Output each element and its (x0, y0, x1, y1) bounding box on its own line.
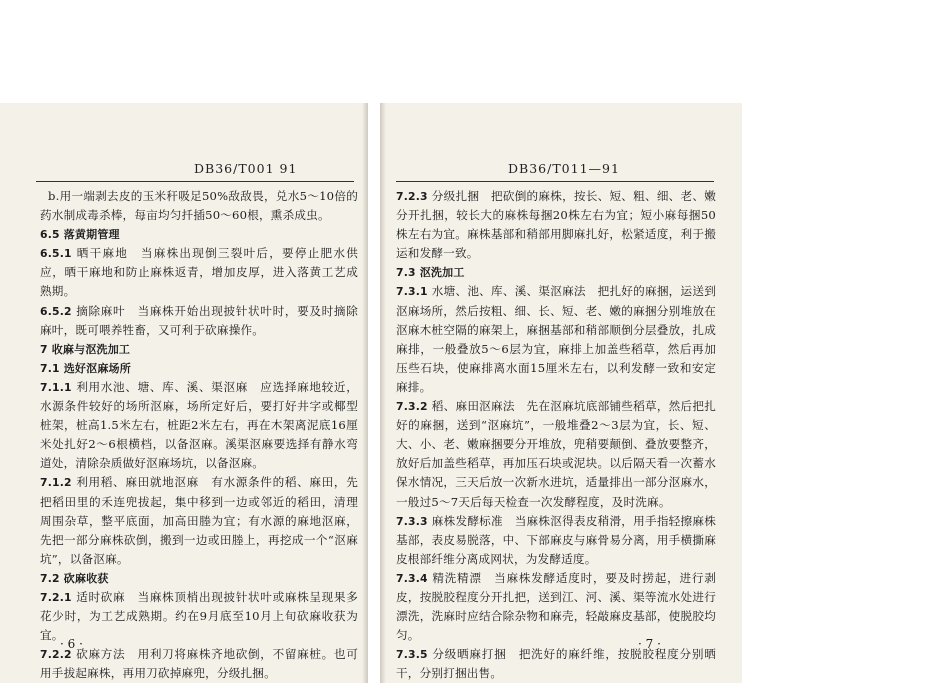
paragraph-text: 利用水池、塘、库、溪、渠沤麻 应选择麻地较近，水源条件较好的场所沤麻，场所定好后，要打好井字或椰型桩架，桩高1.5米左右，桩距2米左右，再在木架离泥底16厘米处扎好2～6根横档，以备沤麻。溪渠沤麻要选择有静水弯道处，清除杂质做好沤麻场坑，以备沤麻。 (40, 379, 358, 471)
paragraph-text: 分级晒麻打捆 把洗好的麻纤维，按脱胶程度分别晒干，分别打捆出售。 (396, 647, 716, 681)
paragraph (40, 187, 358, 225)
paragraph-text: b.用一端剥去皮的玉米秆吸足50%敌敌畏，兑水5～10倍的药水制成毒杀棒，每亩均匀扦插50～60根，熏杀成虫。 (40, 189, 358, 223)
paragraph (396, 187, 716, 263)
paragraph (40, 569, 358, 588)
section-heading: 收麻与沤洗加工 (51, 342, 131, 356)
paragraph (396, 397, 716, 512)
paragraph (396, 282, 716, 397)
section-number: 7 (40, 342, 48, 356)
left-page-header: DB36/T001 91 (194, 161, 298, 176)
section-number: 7.2 (40, 571, 60, 585)
paragraph (40, 340, 358, 359)
section-number: 7.1.2 (40, 476, 72, 490)
section-number: 6.5.1 (40, 247, 72, 261)
paragraph (40, 378, 358, 473)
section-number: 7.3.4 (396, 571, 428, 585)
section-number: 7.3.3 (396, 514, 428, 528)
left-gutter-shadow (362, 103, 368, 683)
paragraph (396, 569, 716, 645)
right-header-rule (396, 181, 714, 182)
right-page-header: DB36/T011—91 (508, 161, 620, 176)
section-number: 7.3.1 (396, 285, 428, 299)
right-page-number: · 7 · (638, 637, 661, 651)
section-number: 7.2.2 (40, 648, 72, 662)
paragraph (396, 645, 716, 683)
section-heading: 选好沤麻场所 (63, 361, 131, 375)
paragraph-text: 砍麻方法 用利刀将麻株齐地砍倒，不留麻桩。也可用手拔起麻株，再用刀砍掉麻兜，分级扎捆。 (40, 647, 358, 681)
paragraph (396, 512, 716, 569)
paragraph-text: 适时砍麻 当麻株顶梢出现披针状叶或麻株呈现果多花少时，为工艺成熟期。约在9月底至10月上旬砍麻收获为宜。 (40, 589, 358, 643)
section-number: 7.3 (396, 266, 416, 280)
left-page-number: · 6 · (60, 637, 83, 651)
paragraph (396, 263, 716, 282)
paragraph (40, 645, 358, 683)
section-heading: 沤洗加工 (419, 266, 465, 280)
paragraph-text: 晒干麻地 当麻株出现倒三裂叶后，要停止肥水供应，晒干麻地和防止麻株返青，增加皮厚，进入落黄工艺成熟期。 (40, 246, 358, 299)
paragraph (40, 588, 358, 645)
section-number: 6.5.2 (40, 304, 72, 318)
section-number: 7.3.2 (396, 400, 428, 414)
section-number: 7.3.5 (396, 648, 428, 662)
section-number: 7.2.1 (40, 590, 72, 604)
paragraph-text: 分级扎捆 把砍倒的麻株，按长、短、粗、细、老、嫩分开扎捆，较长大的麻株每捆20株左右为宜；短小麻每捆50株左右为宜。麻株基部和稍部用脚麻扎好，松紧适度，利于搬运和发酵一致。 (396, 189, 716, 261)
right-page-body (396, 187, 716, 683)
paragraph (40, 359, 358, 378)
paragraph-text: 水塘、池、库、溪、渠沤麻法 把扎好的麻捆，运送到沤麻场所，然后按粗、细、长、短、老、嫩的麻捆分别堆放在沤麻木桩空隔的麻架上，麻捆基部和稍部顺倒分层叠放，扎成麻排，一般叠放5～6层为宜，麻排上加盖些稻草，然后再加压些石块，使麻排离水面15厘米左右，以利发酵一致和安定麻排。 (396, 284, 716, 394)
paragraph (40, 302, 358, 340)
section-number: 7.1 (40, 361, 60, 375)
paragraph (40, 244, 358, 301)
section-heading: 砍麻收获 (63, 571, 109, 585)
paragraph-text: 稻、麻田沤麻法 先在沤麻坑底部铺些稻草，然后把扎好的麻捆，送到“沤麻坑”，一般堆叠2～3层为宜，长、短、大、小、老、嫩麻捆要分开堆放，兜稍要颠倒、叠放要整齐，放好后加盖些稻草，再加压石块或泥块。以后隔天看一次蓄水保水情况，三天后放一次新水进坑，适量排出一部分沤麻水，一般过5～7天后每天检查一次发酵程度，及时洗麻。 (396, 399, 716, 509)
paragraph-text: 麻株发酵标准 当麻株沤得表皮稍滑，用手指轻擦麻株基部，表皮易脱落，中、下部麻皮与麻骨易分离，用手横撕麻皮根部纤维分离成网状，为发酵适度。 (396, 513, 716, 566)
section-heading: 落黄期管理 (63, 228, 120, 242)
left-header-rule (36, 181, 354, 182)
section-number: 6.5 (40, 228, 60, 242)
paragraph-text: 精洗精漂 当麻株发酵适度时，要及时捞起，进行剥皮，按脱胶程度分开扎把，送到江、河、溪、渠等流水处进行漂洗，洗麻时应结合除杂物和麻壳，轻敲麻皮基部，使脱胶均匀。 (396, 570, 716, 643)
paragraph-text: 摘除麻叶 当麻株开始出现披针状叶时，要及时摘除麻叶，既可喂养牲畜，又可利于砍麻操作。 (40, 303, 358, 337)
section-number: 7.1.1 (40, 380, 72, 394)
right-gutter-shadow (380, 103, 386, 683)
paragraph (40, 225, 358, 244)
right-page (380, 103, 742, 683)
paragraph (40, 473, 358, 568)
paragraph-text: 利用稻、麻田就地沤麻 有水源条件的稻、麻田，先把稻田里的禾连兜拔起，集中移到一边或邻近的稻田，清理周围杂草，整平底面，加高田塍为宜；有水源的麻地沤麻，先把一部分麻株砍倒，搬到一边或田塍上，再挖成一个“沤麻坑”，以备沤麻。 (40, 475, 358, 566)
section-number: 7.2.3 (396, 190, 428, 203)
left-page-body (40, 187, 358, 683)
left-page (0, 103, 368, 683)
